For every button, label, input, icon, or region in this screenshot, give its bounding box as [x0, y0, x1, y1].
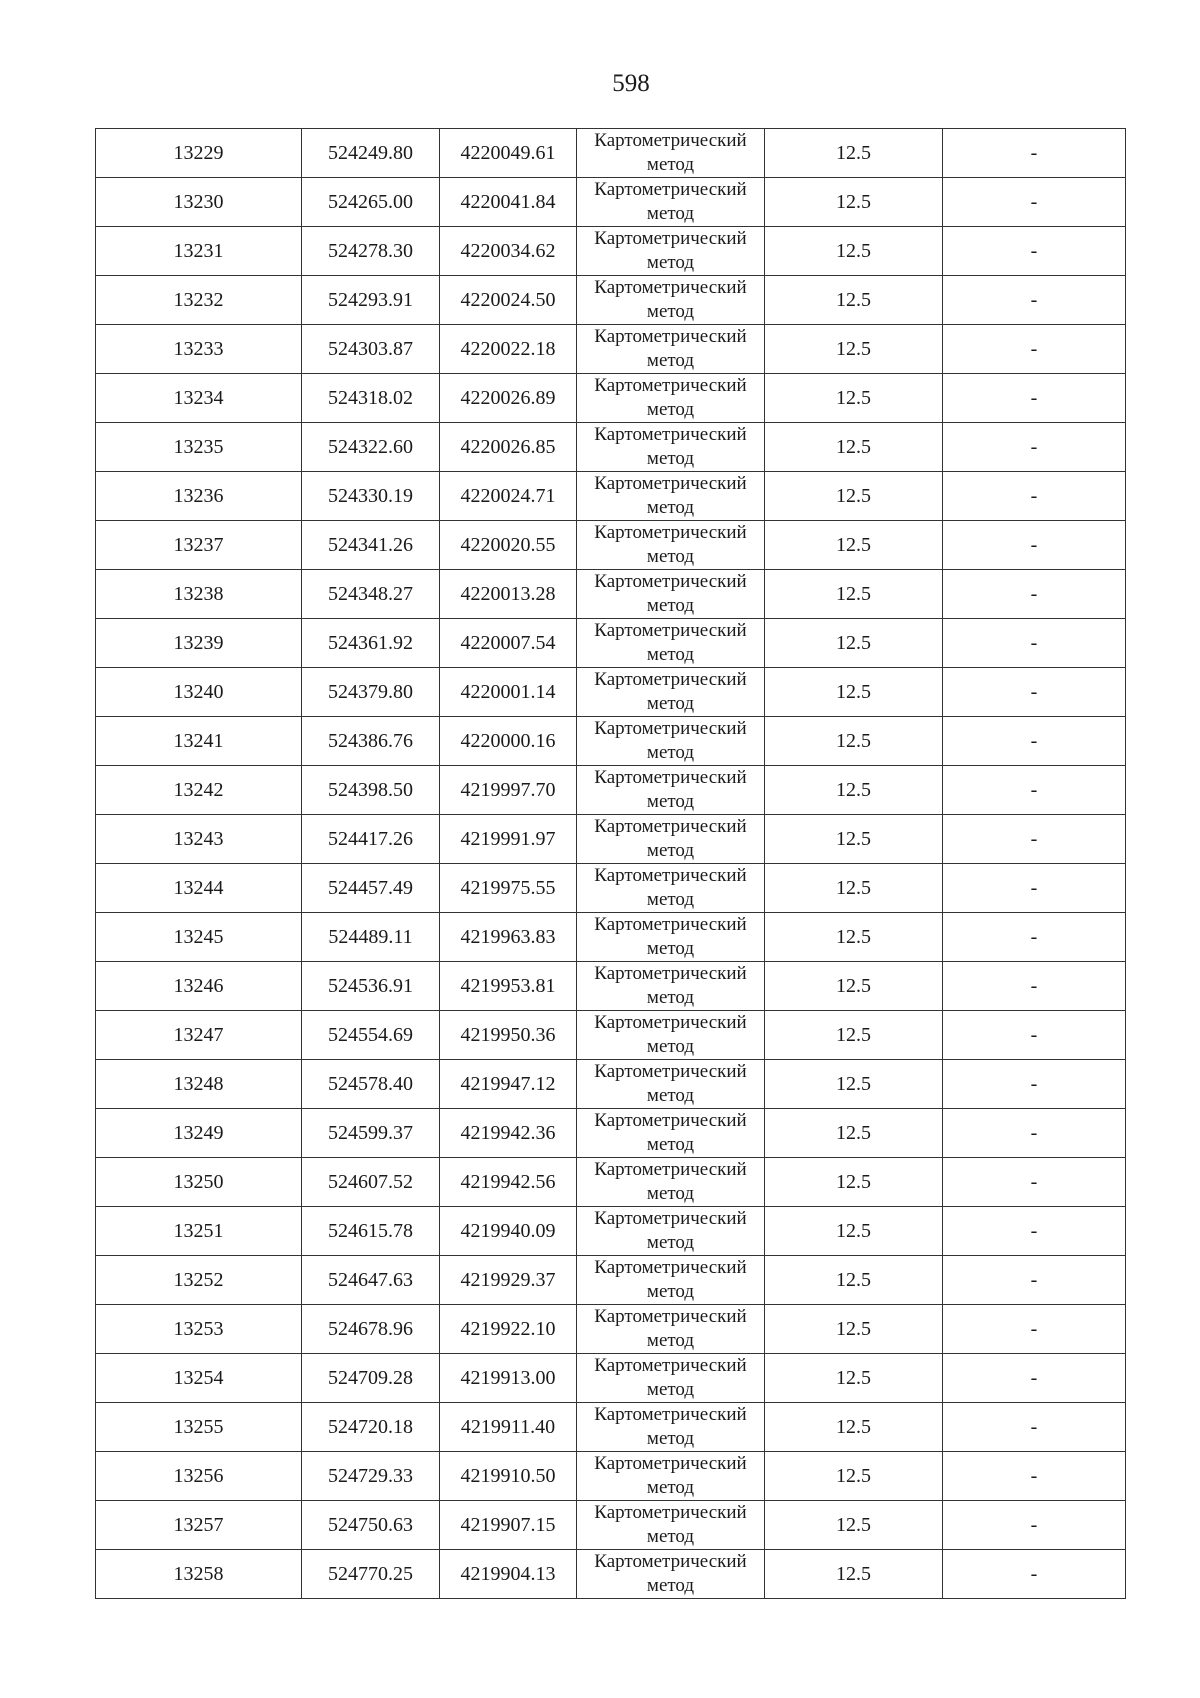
note-cell: -: [943, 1550, 1126, 1599]
y-coordinate-cell: 4220013.28: [440, 570, 577, 619]
y-coordinate-cell: 4220000.16: [440, 717, 577, 766]
table-row: [96, 1452, 1126, 1501]
method-text-line: Картометрический: [594, 473, 747, 494]
method-text-line: Картометрический: [594, 816, 747, 837]
accuracy-cell: 12.5: [765, 1060, 943, 1109]
accuracy-cell: 12.5: [765, 1109, 943, 1158]
table-row: [96, 374, 1126, 423]
x-coordinate-cell: 524678.96: [302, 1305, 440, 1354]
x-coordinate-cell: 524318.02: [302, 374, 440, 423]
method-text-line: Картометрический: [594, 375, 747, 396]
y-coordinate-cell: 4219940.09: [440, 1207, 577, 1256]
point-id-cell: 13251: [96, 1207, 302, 1256]
method-text-line: метод: [646, 448, 695, 469]
method-cell: [577, 913, 765, 962]
method-text-line: метод: [646, 252, 695, 273]
x-coordinate-cell: 524417.26: [302, 815, 440, 864]
method-text-line: Картометрический: [594, 620, 747, 641]
method-text-line: метод: [646, 693, 695, 714]
y-coordinate-cell: 4220041.84: [440, 178, 577, 227]
note-cell: -: [943, 472, 1126, 521]
note-cell: -: [943, 570, 1126, 619]
y-coordinate-cell: 4220026.85: [440, 423, 577, 472]
method-text-line: Картометрический: [594, 963, 747, 984]
method-text-line: метод: [646, 889, 695, 910]
note-cell: -: [943, 1403, 1126, 1452]
table-row: [96, 178, 1126, 227]
method-text-line: метод: [646, 791, 695, 812]
note-cell: -: [943, 913, 1126, 962]
accuracy-cell: 12.5: [765, 1452, 943, 1501]
method-cell: [577, 472, 765, 521]
method-cell: [577, 1011, 765, 1060]
accuracy-cell: 12.5: [765, 1207, 943, 1256]
table-row: [96, 815, 1126, 864]
table-row: [96, 1354, 1126, 1403]
accuracy-cell: 12.5: [765, 1501, 943, 1550]
y-coordinate-cell: 4220049.61: [440, 129, 577, 178]
x-coordinate-cell: 524770.25: [302, 1550, 440, 1599]
method-cell: [577, 962, 765, 1011]
accuracy-cell: 12.5: [765, 962, 943, 1011]
table-row: [96, 472, 1126, 521]
method-text-line: метод: [646, 742, 695, 763]
note-cell: -: [943, 276, 1126, 325]
point-id-cell: 13234: [96, 374, 302, 423]
point-id-cell: 13236: [96, 472, 302, 521]
point-id-cell: 13245: [96, 913, 302, 962]
y-coordinate-cell: 4219942.56: [440, 1158, 577, 1207]
y-coordinate-cell: 4219975.55: [440, 864, 577, 913]
method-cell: [577, 1109, 765, 1158]
y-coordinate-cell: 4219963.83: [440, 913, 577, 962]
accuracy-cell: 12.5: [765, 570, 943, 619]
method-text-line: метод: [646, 1134, 695, 1155]
method-text-line: Картометрический: [594, 1061, 747, 1082]
x-coordinate-cell: 524293.91: [302, 276, 440, 325]
point-id-cell: 13258: [96, 1550, 302, 1599]
method-text-line: метод: [646, 644, 695, 665]
y-coordinate-cell: 4219907.15: [440, 1501, 577, 1550]
method-cell: [577, 717, 765, 766]
method-text-line: метод: [646, 497, 695, 518]
accuracy-cell: 12.5: [765, 815, 943, 864]
note-cell: -: [943, 129, 1126, 178]
accuracy-cell: 12.5: [765, 913, 943, 962]
table-row: [96, 1403, 1126, 1452]
method-text-line: метод: [646, 1281, 695, 1302]
point-id-cell: 13231: [96, 227, 302, 276]
method-cell: [577, 1403, 765, 1452]
method-text-line: Картометрический: [594, 914, 747, 935]
method-cell: [577, 521, 765, 570]
note-cell: -: [943, 766, 1126, 815]
point-id-cell: 13232: [96, 276, 302, 325]
y-coordinate-cell: 4219910.50: [440, 1452, 577, 1501]
method-text-line: метод: [646, 938, 695, 959]
table-row: [96, 962, 1126, 1011]
note-cell: -: [943, 1452, 1126, 1501]
method-cell: [577, 1501, 765, 1550]
method-text-line: Картометрический: [594, 1453, 747, 1474]
method-text-line: метод: [646, 399, 695, 420]
x-coordinate-cell: 524489.11: [302, 913, 440, 962]
table-row: [96, 1109, 1126, 1158]
coordinates-table-body: [96, 129, 1126, 1599]
y-coordinate-cell: 4219904.13: [440, 1550, 577, 1599]
point-id-cell: 13249: [96, 1109, 302, 1158]
method-text-line: Картометрический: [594, 1355, 747, 1376]
method-text-line: метод: [646, 1232, 695, 1253]
table-row: [96, 766, 1126, 815]
x-coordinate-cell: 524647.63: [302, 1256, 440, 1305]
method-text-line: метод: [646, 840, 695, 861]
method-cell: [577, 1354, 765, 1403]
point-id-cell: 13250: [96, 1158, 302, 1207]
method-cell: [577, 1207, 765, 1256]
y-coordinate-cell: 4219950.36: [440, 1011, 577, 1060]
point-id-cell: 13256: [96, 1452, 302, 1501]
x-coordinate-cell: 524457.49: [302, 864, 440, 913]
method-text-line: Картометрический: [594, 130, 747, 151]
note-cell: -: [943, 717, 1126, 766]
accuracy-cell: 12.5: [765, 1354, 943, 1403]
note-cell: -: [943, 1305, 1126, 1354]
method-text-line: Картометрический: [594, 718, 747, 739]
method-text-line: метод: [646, 987, 695, 1008]
x-coordinate-cell: 524386.76: [302, 717, 440, 766]
table-row: [96, 276, 1126, 325]
method-text-line: Картометрический: [594, 767, 747, 788]
note-cell: -: [943, 1501, 1126, 1550]
accuracy-cell: 12.5: [765, 717, 943, 766]
method-text-line: Картометрический: [594, 1502, 747, 1523]
note-cell: -: [943, 815, 1126, 864]
accuracy-cell: 12.5: [765, 276, 943, 325]
method-cell: [577, 668, 765, 717]
method-cell: [577, 227, 765, 276]
y-coordinate-cell: 4219953.81: [440, 962, 577, 1011]
note-cell: -: [943, 1109, 1126, 1158]
page-number: 598: [612, 70, 650, 97]
x-coordinate-cell: 524599.37: [302, 1109, 440, 1158]
method-text-line: метод: [646, 1036, 695, 1057]
y-coordinate-cell: 4219929.37: [440, 1256, 577, 1305]
x-coordinate-cell: 524330.19: [302, 472, 440, 521]
method-text-line: метод: [646, 1379, 695, 1400]
method-text-line: Картометрический: [594, 228, 747, 249]
method-cell: [577, 1158, 765, 1207]
note-cell: -: [943, 668, 1126, 717]
method-text-line: Картометрический: [594, 424, 747, 445]
accuracy-cell: 12.5: [765, 472, 943, 521]
method-cell: [577, 374, 765, 423]
accuracy-cell: 12.5: [765, 668, 943, 717]
coordinates-table: [95, 128, 1126, 1599]
method-text-line: Картометрический: [594, 1257, 747, 1278]
y-coordinate-cell: 4220007.54: [440, 619, 577, 668]
x-coordinate-cell: 524554.69: [302, 1011, 440, 1060]
y-coordinate-cell: 4220020.55: [440, 521, 577, 570]
x-coordinate-cell: 524379.80: [302, 668, 440, 717]
table-row: [96, 1060, 1126, 1109]
x-coordinate-cell: 524322.60: [302, 423, 440, 472]
method-text-line: Картометрический: [594, 1551, 747, 1572]
accuracy-cell: 12.5: [765, 619, 943, 668]
table-row: [96, 1550, 1126, 1599]
point-id-cell: 13239: [96, 619, 302, 668]
method-cell: [577, 1305, 765, 1354]
method-cell: [577, 1452, 765, 1501]
method-text-line: метод: [646, 595, 695, 616]
method-text-line: метод: [646, 1575, 695, 1596]
note-cell: -: [943, 1158, 1126, 1207]
table-row: [96, 1501, 1126, 1550]
point-id-cell: 13255: [96, 1403, 302, 1452]
method-cell: [577, 619, 765, 668]
table-row: [96, 1305, 1126, 1354]
y-coordinate-cell: 4219911.40: [440, 1403, 577, 1452]
method-text-line: метод: [646, 203, 695, 224]
point-id-cell: 13241: [96, 717, 302, 766]
method-text-line: Картометрический: [594, 522, 747, 543]
table-row: [96, 1207, 1126, 1256]
method-text-line: метод: [646, 154, 695, 175]
y-coordinate-cell: 4220034.62: [440, 227, 577, 276]
point-id-cell: 13257: [96, 1501, 302, 1550]
accuracy-cell: 12.5: [765, 1011, 943, 1060]
method-text-line: Картометрический: [594, 326, 747, 347]
y-coordinate-cell: 4220001.14: [440, 668, 577, 717]
method-cell: [577, 766, 765, 815]
method-cell: [577, 276, 765, 325]
method-text-line: метод: [646, 1183, 695, 1204]
method-text-line: Картометрический: [594, 179, 747, 200]
note-cell: -: [943, 1060, 1126, 1109]
method-text-line: метод: [646, 301, 695, 322]
y-coordinate-cell: 4219991.97: [440, 815, 577, 864]
note-cell: -: [943, 374, 1126, 423]
method-cell: [577, 1256, 765, 1305]
method-cell: [577, 1060, 765, 1109]
accuracy-cell: 12.5: [765, 766, 943, 815]
method-text-line: метод: [646, 1428, 695, 1449]
x-coordinate-cell: 524729.33: [302, 1452, 440, 1501]
note-cell: -: [943, 1207, 1126, 1256]
point-id-cell: 13233: [96, 325, 302, 374]
point-id-cell: 13253: [96, 1305, 302, 1354]
method-cell: [577, 1550, 765, 1599]
y-coordinate-cell: 4219922.10: [440, 1305, 577, 1354]
method-text-line: Картометрический: [594, 1208, 747, 1229]
method-text-line: Картометрический: [594, 865, 747, 886]
x-coordinate-cell: 524278.30: [302, 227, 440, 276]
note-cell: -: [943, 178, 1126, 227]
accuracy-cell: 12.5: [765, 521, 943, 570]
note-cell: -: [943, 227, 1126, 276]
x-coordinate-cell: 524341.26: [302, 521, 440, 570]
x-coordinate-cell: 524615.78: [302, 1207, 440, 1256]
point-id-cell: 13230: [96, 178, 302, 227]
accuracy-cell: 12.5: [765, 178, 943, 227]
point-id-cell: 13248: [96, 1060, 302, 1109]
point-id-cell: 13242: [96, 766, 302, 815]
method-cell: [577, 864, 765, 913]
note-cell: -: [943, 325, 1126, 374]
accuracy-cell: 12.5: [765, 1158, 943, 1207]
accuracy-cell: 12.5: [765, 129, 943, 178]
method-text-line: Картометрический: [594, 1012, 747, 1033]
x-coordinate-cell: 524709.28: [302, 1354, 440, 1403]
table-row: [96, 619, 1126, 668]
point-id-cell: 13247: [96, 1011, 302, 1060]
accuracy-cell: 12.5: [765, 325, 943, 374]
y-coordinate-cell: 4219913.00: [440, 1354, 577, 1403]
table-row: [96, 521, 1126, 570]
table-row: [96, 668, 1126, 717]
accuracy-cell: 12.5: [765, 227, 943, 276]
point-id-cell: 13235: [96, 423, 302, 472]
point-id-cell: 13252: [96, 1256, 302, 1305]
accuracy-cell: 12.5: [765, 1403, 943, 1452]
accuracy-cell: 12.5: [765, 1550, 943, 1599]
x-coordinate-cell: 524303.87: [302, 325, 440, 374]
table-row: [96, 570, 1126, 619]
table-row: [96, 423, 1126, 472]
note-cell: -: [943, 962, 1126, 1011]
note-cell: -: [943, 1354, 1126, 1403]
x-coordinate-cell: 524607.52: [302, 1158, 440, 1207]
table-row: [96, 325, 1126, 374]
note-cell: -: [943, 1256, 1126, 1305]
method-text-line: метод: [646, 1330, 695, 1351]
method-text-line: Картометрический: [594, 1159, 747, 1180]
method-text-line: Картометрический: [594, 1404, 747, 1425]
x-coordinate-cell: 524750.63: [302, 1501, 440, 1550]
point-id-cell: 13240: [96, 668, 302, 717]
point-id-cell: 13238: [96, 570, 302, 619]
table-row: [96, 1256, 1126, 1305]
table-row: [96, 1011, 1126, 1060]
method-text-line: метод: [646, 350, 695, 371]
point-id-cell: 13254: [96, 1354, 302, 1403]
accuracy-cell: 12.5: [765, 1256, 943, 1305]
accuracy-cell: 12.5: [765, 423, 943, 472]
y-coordinate-cell: 4219947.12: [440, 1060, 577, 1109]
x-coordinate-cell: 524398.50: [302, 766, 440, 815]
method-text-line: Картометрический: [594, 277, 747, 298]
accuracy-cell: 12.5: [765, 1305, 943, 1354]
method-cell: [577, 129, 765, 178]
table-row: [96, 864, 1126, 913]
table-row: [96, 1158, 1126, 1207]
x-coordinate-cell: 524265.00: [302, 178, 440, 227]
x-coordinate-cell: 524536.91: [302, 962, 440, 1011]
accuracy-cell: 12.5: [765, 864, 943, 913]
method-text-line: метод: [646, 546, 695, 567]
method-text-line: Картометрический: [594, 571, 747, 592]
point-id-cell: 13243: [96, 815, 302, 864]
method-text-line: Картометрический: [594, 669, 747, 690]
y-coordinate-cell: 4219942.36: [440, 1109, 577, 1158]
method-text-line: Картометрический: [594, 1110, 747, 1131]
x-coordinate-cell: 524249.80: [302, 129, 440, 178]
y-coordinate-cell: 4220024.71: [440, 472, 577, 521]
note-cell: -: [943, 619, 1126, 668]
method-cell: [577, 325, 765, 374]
note-cell: -: [943, 521, 1126, 570]
point-id-cell: 13229: [96, 129, 302, 178]
note-cell: -: [943, 864, 1126, 913]
method-text-line: метод: [646, 1085, 695, 1106]
table-row: [96, 717, 1126, 766]
x-coordinate-cell: 524720.18: [302, 1403, 440, 1452]
method-text-line: метод: [646, 1477, 695, 1498]
y-coordinate-cell: 4220026.89: [440, 374, 577, 423]
accuracy-cell: 12.5: [765, 374, 943, 423]
point-id-cell: 13244: [96, 864, 302, 913]
table-row: [96, 227, 1126, 276]
table-row: [96, 913, 1126, 962]
method-cell: [577, 423, 765, 472]
note-cell: -: [943, 423, 1126, 472]
method-text-line: метод: [646, 1526, 695, 1547]
note-cell: -: [943, 1011, 1126, 1060]
point-id-cell: 13237: [96, 521, 302, 570]
table-row: [96, 129, 1126, 178]
y-coordinate-cell: 4219997.70: [440, 766, 577, 815]
method-cell: [577, 815, 765, 864]
y-coordinate-cell: 4220022.18: [440, 325, 577, 374]
method-cell: [577, 570, 765, 619]
method-cell: [577, 178, 765, 227]
x-coordinate-cell: 524361.92: [302, 619, 440, 668]
point-id-cell: 13246: [96, 962, 302, 1011]
x-coordinate-cell: 524578.40: [302, 1060, 440, 1109]
method-text-line: Картометрический: [594, 1306, 747, 1327]
y-coordinate-cell: 4220024.50: [440, 276, 577, 325]
x-coordinate-cell: 524348.27: [302, 570, 440, 619]
